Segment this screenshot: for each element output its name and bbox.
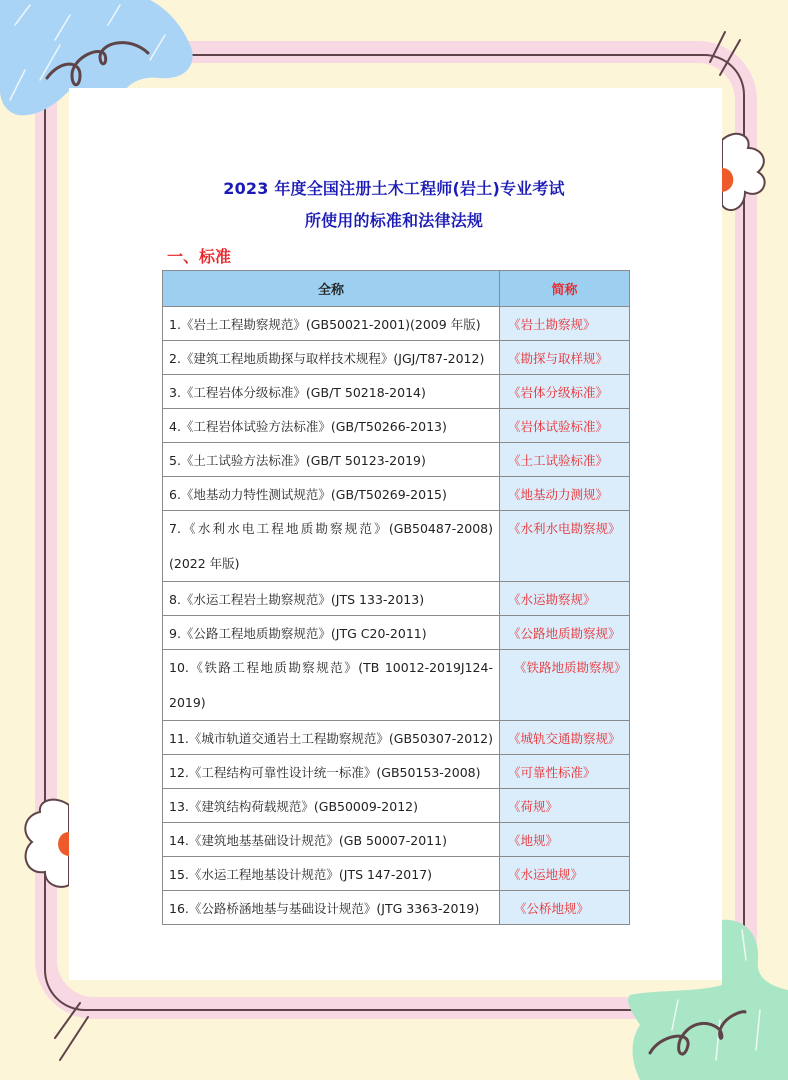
standard-abbreviation: 《公桥地规》: [499, 891, 629, 925]
standard-abbreviation: 《公路地质勘察规》: [499, 616, 629, 650]
table-row: [163, 650, 630, 721]
document-subtitle: 所使用的标准和法律法规: [304, 211, 484, 230]
standard-full-name: 9.《公路工程地质勘察规范》(JTG C20-2011): [163, 616, 500, 650]
standard-full-name: 15.《水运工程地基设计规范》(JTS 147-2017): [163, 857, 500, 891]
standard-abbreviation: 《铁路地质勘察规》: [499, 650, 629, 721]
standard-abbreviation: 《可靠性标准》: [499, 755, 629, 789]
standard-abbreviation: 《城轨交通勘察规》: [499, 721, 629, 755]
standard-full-name: 2.《建筑工程地质勘探与取样技术规程》(JGJ/T87-2012): [163, 341, 500, 375]
table-row: [163, 823, 630, 857]
standard-full-name: 11.《城市轨道交通岩土工程勘察规范》(GB50307-2012): [163, 721, 500, 755]
standard-full-name: 7.《水利水电工程地质勘察规范》(GB50487-2008)(2022 年版): [163, 511, 500, 582]
standard-full-name: 14.《建筑地基基础设计规范》(GB 50007-2011): [163, 823, 500, 857]
standard-full-name: 10.《铁路工程地质勘察规范》(TB 10012-2019J124-2019): [163, 650, 500, 721]
table-row: [163, 511, 630, 582]
column-header-abbreviation: 简称: [499, 271, 629, 307]
table-row: [163, 582, 630, 616]
standard-abbreviation: 《水运地规》: [499, 857, 629, 891]
flower-doodle-icon: [25, 800, 69, 887]
standard-abbreviation: 《地基动力测规》: [499, 477, 629, 511]
standard-full-name: 4.《工程岩体试验方法标准》(GB/T50266-2013): [163, 409, 500, 443]
table-row: [163, 857, 630, 891]
standard-abbreviation: 《岩体分级标准》: [499, 375, 629, 409]
standard-full-name: 13.《建筑结构荷载规范》(GB50009-2012): [163, 789, 500, 823]
table-row: [163, 755, 630, 789]
standard-abbreviation: 《荷规》: [499, 789, 629, 823]
standard-abbreviation: 《岩体试验标准》: [499, 409, 629, 443]
standard-full-name: 6.《地基动力特性测试规范》(GB/T50269-2015): [163, 477, 500, 511]
table-row: [163, 375, 630, 409]
standard-full-name: 1.《岩土工程勘察规范》(GB50021-2001)(2009 年版): [163, 307, 500, 341]
standard-full-name: 16.《公路桥涵地基与基础设计规范》(JTG 3363-2019): [163, 891, 500, 925]
table-row: [163, 616, 630, 650]
standard-abbreviation: 《勘探与取样规》: [499, 341, 629, 375]
table-row: [163, 341, 630, 375]
standard-abbreviation: 《土工试验标准》: [499, 443, 629, 477]
table-row: [163, 721, 630, 755]
section-heading-standards: 一、标准: [167, 247, 232, 266]
column-header-full-name: 全称: [163, 271, 500, 307]
standard-abbreviation: 《水利水电勘察规》: [499, 511, 629, 582]
standard-abbreviation: 《岩土勘察规》: [499, 307, 629, 341]
table-row: [163, 409, 630, 443]
standard-full-name: 8.《水运工程岩土勘察规范》(JTS 133-2013): [163, 582, 500, 616]
table-row: [163, 307, 630, 341]
table-row: [163, 789, 630, 823]
table-row: [163, 477, 630, 511]
standard-full-name: 3.《工程岩体分级标准》(GB/T 50218-2014): [163, 375, 500, 409]
standard-full-name: 12.《工程结构可靠性设计统一标准》(GB50153-2008): [163, 755, 500, 789]
table-row: [163, 891, 630, 925]
table-header-row: [163, 271, 630, 307]
table-row: [163, 443, 630, 477]
document-title: 2023 年度全国注册土木工程师(岩土)专业考试: [223, 179, 565, 198]
standards-table: [162, 270, 630, 925]
standard-full-name: 5.《土工试验方法标准》(GB/T 50123-2019): [163, 443, 500, 477]
standard-abbreviation: 《地规》: [499, 823, 629, 857]
standard-abbreviation: 《水运勘察规》: [499, 582, 629, 616]
